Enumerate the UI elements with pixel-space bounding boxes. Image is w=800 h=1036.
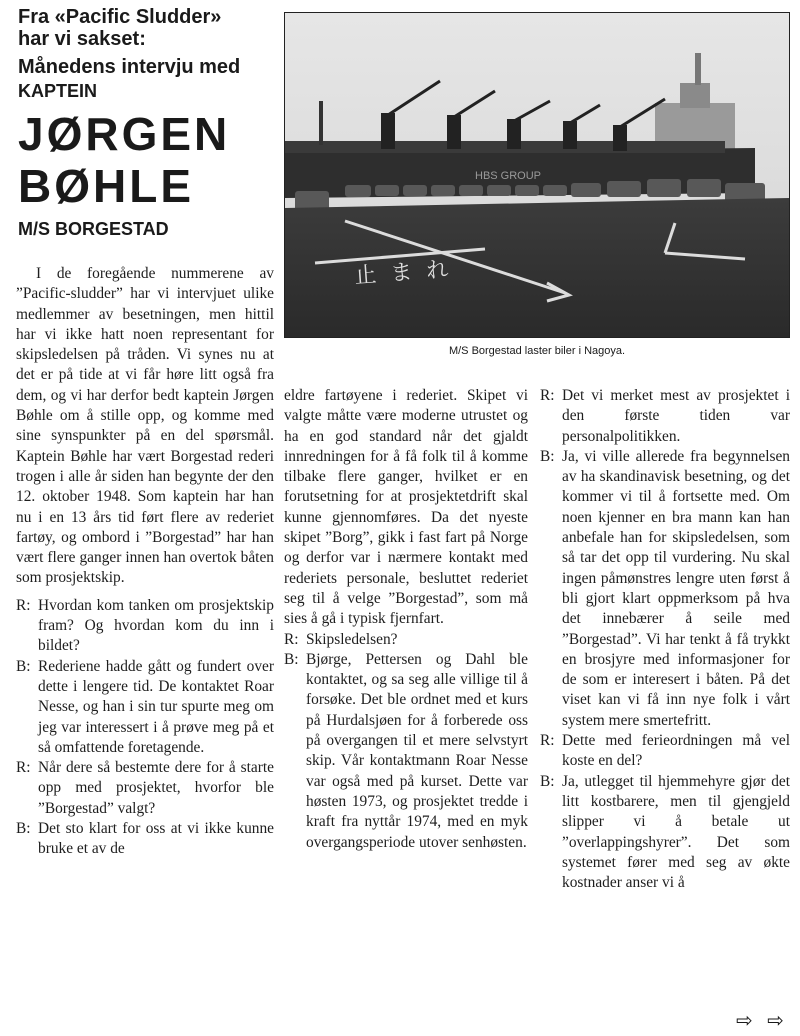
qa-text: Ja, vi ville allerede fra begynnelsen av ha skandinavisk besetning, og det kommer vi til å fortsette med. Om noen kjenner en bra mann kan han anbefale han for skipsledelsen, som så tar det opp til vurdering. Nu skal ingen påmønstres lengre uten først å bli gjort klart oppmerksom på hva det innebærer å seile med ”Borgestad”. Vi har tenkt å få trykkt en brosjyre med informasjoner for de som er interesert i båten. På det viset kan vi få inn nye folk i vårt system mere smertefritt. xyxy=(562,447,790,729)
qa-text: Når dere så bestemte dere for å starte opp med prosjektet, hvorfor ble ”Borgestad” valgt? xyxy=(38,759,274,817)
qa-text: Bjørge, Pettersen og Dahl ble kontaktet, og sa seg alle villige til å forsøke. Det ble ordnet med et kurs på Hurdalsjøen for å forberede oss på overgangen til et mere selvstyrt skip. Vår kontaktmann Roar Nesse var også med på kurset. Dette var høsten 1973, og prosjektet tredde i kraft fra nyttår 1974, med en myk overgangsperiode utover senhøsten. xyxy=(306,650,528,851)
column-1 xyxy=(16,264,274,860)
speaker-label: R: xyxy=(540,387,555,404)
qa-entry xyxy=(16,596,274,657)
qa-entry xyxy=(284,650,528,853)
qa-text: Det vi merket mest av prosjektet i den første tiden var personalpolitikken. xyxy=(562,387,790,445)
header-interview-line: Månedens intervju med xyxy=(18,56,241,78)
qa-entry xyxy=(540,447,790,731)
header-name-first: JØRGEN xyxy=(18,108,231,160)
photo-caption: M/S Borgestad laster biler i Nagoya. xyxy=(448,345,626,357)
article-header xyxy=(18,6,280,240)
speaker-label: R: xyxy=(16,596,31,614)
hull-lettering: HBS GROUP xyxy=(475,170,542,182)
column-2 xyxy=(284,386,528,853)
header-ship-name: M/S BORGESTAD xyxy=(18,219,169,239)
speaker-label: R: xyxy=(540,732,555,750)
qa-entry xyxy=(284,630,528,650)
speaker-label: R: xyxy=(16,759,31,777)
qa-entry xyxy=(540,731,790,772)
qa-entry xyxy=(16,819,274,860)
speaker-label: B: xyxy=(540,772,555,790)
qa-text: Det sto klart for oss at vi ikke kunne bruke et av de xyxy=(38,820,274,858)
speaker-label: B: xyxy=(16,657,31,675)
header-name-last: BØHLE xyxy=(18,160,194,212)
speaker-label: B: xyxy=(284,650,299,668)
qa-entry xyxy=(16,758,274,819)
continued-paragraph: eldre fartøyene i rederiet. Skipet vi valgte måtte være moderne utrustet og ha en god standard når det gjaldt innredningen for å få folk til å komme tilbake flere ganger, hvilket er en forutsetning for at prosjektetdrift skal kunne gjennomføres. Da det nyeste skipet ”Borg”, gikk i fast fart på Norge og derfor var i nærmere kontakt med rederiets personale, besluttet rederiet seg til å velge ”Borgestad”, som må sies å gå i typisk fjernfart. xyxy=(284,387,528,628)
continued-arrows-icon: ⇨ ⇨ xyxy=(736,1008,788,1032)
speaker-label: B: xyxy=(540,447,555,465)
qa-text: Rederiene hadde gått og fundert over dette i lengere tid. De kontaktet Roar Nesse, og han i sin tur spurte meg om jeg var interessert i å prøve meg på et så omfattende foretagende. xyxy=(38,657,274,756)
qa-entry xyxy=(540,772,790,894)
ship-photo xyxy=(284,12,790,338)
speaker-label: B: xyxy=(16,820,31,838)
qa-text: Hvordan kom tanken om prosjektskip fram? Og hvordan kom du inn i bildet? xyxy=(38,596,274,655)
column-3 xyxy=(540,386,790,893)
qa-text: Skipsledelsen? xyxy=(306,630,398,648)
header-source-line: Fra «Pacific Sludder» xyxy=(18,6,222,28)
qa-entry xyxy=(540,386,790,447)
header-rank: KAPTEIN xyxy=(18,81,98,101)
road-lettering: 止まれ xyxy=(353,256,464,289)
speaker-label: R: xyxy=(284,630,299,648)
qa-entry xyxy=(16,657,274,758)
intro-paragraph: I de foregående nummerene av ”Pacific-sludder” har vi intervjuet ulike medlemmer av besetningen, men hittil har vi ikke hatt noen representant for skipsledelsen på tråden. Vi synes nu at det er på tide at vi får høre litt også fra dem, og vi har derfor bedt kaptein Jørgen Bøhle om å stille opp, og komme med sine synspunkter på en del spørsmål. Kaptein Bøhle har vært Borgestad rederi trogen i alle år siden han begynte der den 12. oktober 1948. Som kaptein har han nu i en 13 års tid ført flere av rederiet fartøy, og ombord i ”Borgestad” har han vært flere ganger innen han overtok båten som prosjektskip. xyxy=(16,265,274,587)
qa-text: Dette med ferieordningen må vel koste en del? xyxy=(562,732,790,770)
header-source-line-2: har vi sakset: xyxy=(18,28,146,50)
qa-text: Ja, utlegget til hjemmehyre gjør det litt kostbarere, men til gjengjeld slipper vi å betale ut ”overlappingshyrer”. Det som systemet fører med seg av økte kostnader anser vi å xyxy=(562,772,790,892)
